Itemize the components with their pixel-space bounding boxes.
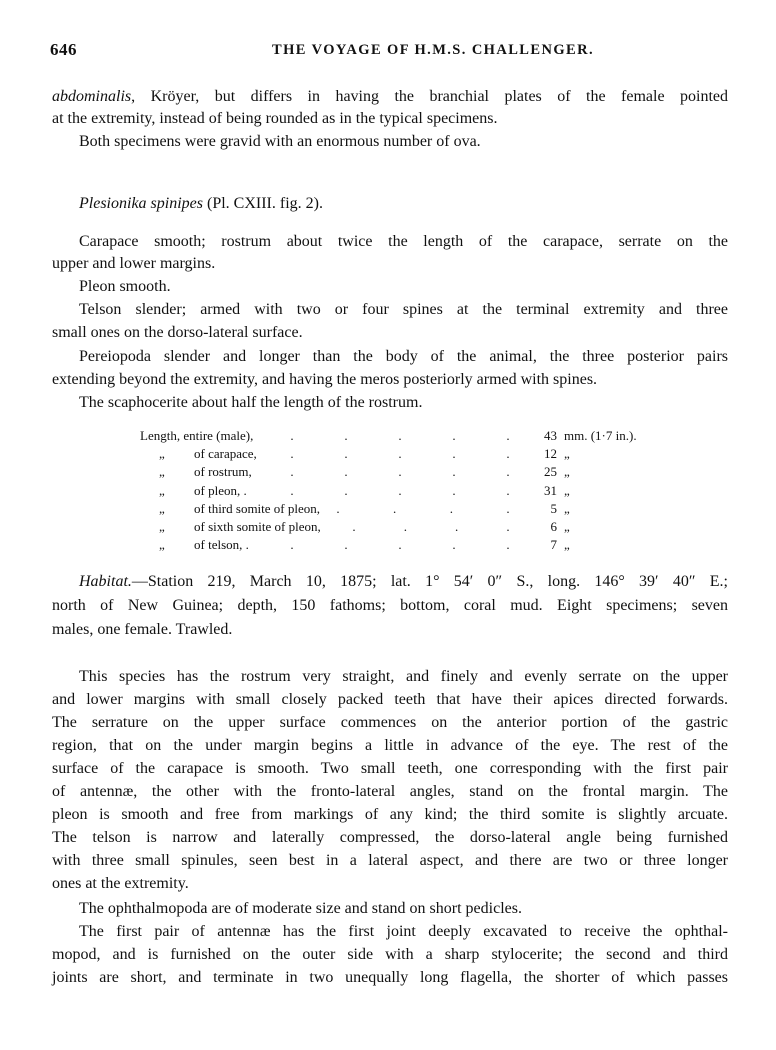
intro-line-1 xyxy=(52,86,728,108)
habitat-line-1-text: —Station 219, March 10, 1875; lat. 1° 54′ 0″ S., long. 146° 39′ 40″ E.; xyxy=(131,573,728,590)
body-line: of antennæ, the other with the fronto-lateral angles, stand on the frontal margin. The xyxy=(52,783,728,800)
body-line: with three small spinules, seen best in a lateral aspect, and there are two or three longer xyxy=(52,852,728,869)
measurement-row xyxy=(140,518,660,536)
measurement-value: 43 xyxy=(544,428,557,443)
measurement-value: 12 xyxy=(544,446,557,462)
species-epithet: abdominalis xyxy=(52,88,132,105)
measurement-label: of rostrum, xyxy=(194,464,252,480)
ditto-mark: „ xyxy=(159,518,165,534)
measurement-unit: „ xyxy=(564,537,570,553)
measurement-label: of third somite of pleon, xyxy=(194,500,321,516)
body-line: ones at the extremity. xyxy=(52,875,189,892)
leader-dots: . . . . . xyxy=(290,428,510,443)
measurement-label: of pleon, . xyxy=(194,482,247,498)
body-line: This species has the rostrum very straight, and finely and evenly serrate on the upper xyxy=(79,668,728,685)
species-heading xyxy=(79,193,728,215)
description-line: extending beyond the extremity, and having the meros posteriorly armed with spines. xyxy=(52,371,598,388)
measurement-label: Length, entire (male), xyxy=(140,428,254,443)
measurement-unit: „ xyxy=(564,446,570,462)
measurement-unit: „ xyxy=(564,518,570,534)
intro-line-2: at the extremity, instead of being rounded as in the typical specimens. xyxy=(52,110,498,127)
leader-dots: . . . . . xyxy=(290,464,510,480)
measurement-row xyxy=(140,500,660,518)
page-header xyxy=(50,40,726,64)
measurement-value: 31 xyxy=(544,482,557,498)
habitat-line-3: males, one female. Trawled. xyxy=(52,621,233,638)
measurement-value: 6 xyxy=(550,518,557,534)
body-line: pleon is smooth and free from markings of any kind; the third somite is slightly arcuate. xyxy=(52,806,728,823)
measurement-row xyxy=(140,445,660,463)
leader-dots: . . . . . xyxy=(290,482,510,498)
description-line: Pereiopoda slender and longer than the body of the animal, the three posterior pairs xyxy=(79,348,728,365)
intro-line-1-text: , Kröyer, but differs in having the branchial plates of the female pointed xyxy=(131,88,728,105)
leader-dots: . . . . . xyxy=(290,446,510,462)
body-line: The serrature on the upper surface commences on the anterior portion of the gastric xyxy=(52,714,728,731)
measurement-row xyxy=(140,482,660,500)
description-line: upper and lower margins. xyxy=(52,255,216,272)
measurement-unit: „ xyxy=(564,464,570,480)
description-line: Carapace smooth; rostrum about twice the length of the carapace, serrate on the xyxy=(79,233,728,250)
page-number: 646 xyxy=(50,40,77,59)
measurement-row xyxy=(140,427,660,445)
measurement-row xyxy=(140,463,660,481)
measurement-value: 7 xyxy=(550,537,557,553)
ditto-mark: „ xyxy=(159,500,165,516)
running-title: THE VOYAGE OF H.M.S. CHALLENGER. xyxy=(272,42,594,58)
description-line: small ones on the dorso-lateral surface. xyxy=(52,324,303,341)
intro-line-3: Both specimens were gravid with an enormous number of ova. xyxy=(79,133,481,150)
measurement-label: of sixth somite of pleon, xyxy=(194,518,321,534)
measurement-value: 25 xyxy=(544,464,557,480)
measurement-value: 5 xyxy=(550,500,557,516)
leader-dots: . . . . . xyxy=(290,537,510,553)
species-name: Plesionika spinipes xyxy=(79,195,203,212)
measurement-row xyxy=(140,536,660,554)
plate-reference: (Pl. CXIII. fig. 2). xyxy=(202,195,323,212)
leader-dots: . . . . xyxy=(352,518,510,534)
measurement-table xyxy=(140,427,660,554)
habitat-label: Habitat. xyxy=(79,573,132,590)
body-line: The telson is narrow and laterally compressed, the dorso-lateral angle being furnished xyxy=(52,829,728,846)
body-line: surface of the carapace is smooth. Two small teeth, one corresponding with the first pair xyxy=(52,760,728,777)
ditto-mark: „ xyxy=(159,537,165,553)
description-line: Telson slender; armed with two or four spines at the terminal extremity and three xyxy=(79,301,728,318)
leader-dots: . . . . xyxy=(336,500,510,516)
description-line: The scaphocerite about half the length of the rostrum. xyxy=(79,394,423,411)
body-line: joints are short, and terminate in two unequally long flagella, the shorter of which passes xyxy=(52,969,728,986)
ditto-mark: „ xyxy=(159,482,165,498)
measurement-unit: „ xyxy=(564,482,570,498)
body-line: region, that on the under margin begins a little in advance of the eye. The rest of the xyxy=(52,737,728,754)
body-line: mopod, and is furnished on the outer side with a sharp stylocerite; the second and third xyxy=(52,946,728,963)
body-line: The first pair of antennæ has the first joint deeply excavated to receive the ophthal- xyxy=(79,923,728,940)
measurement-label: of carapace, xyxy=(194,446,257,462)
description-line: Pleon smooth. xyxy=(79,278,171,295)
habitat-line-1 xyxy=(79,571,728,593)
body-line: The ophthalmopoda are of moderate size and stand on short pedicles. xyxy=(79,900,522,917)
ditto-mark: „ xyxy=(159,446,165,462)
measurement-unit: mm. (1·7 in.). xyxy=(564,428,637,443)
habitat-line-2: north of New Guinea; depth, 150 fathoms; bottom, coral mud. Eight specimens; seven xyxy=(52,597,728,614)
ditto-mark: „ xyxy=(159,464,165,480)
measurement-unit: „ xyxy=(564,500,570,516)
body-line: and lower margins with small closely packed teeth that have their apices directed forwards. xyxy=(52,691,728,708)
measurement-label: of telson, . xyxy=(194,537,249,553)
